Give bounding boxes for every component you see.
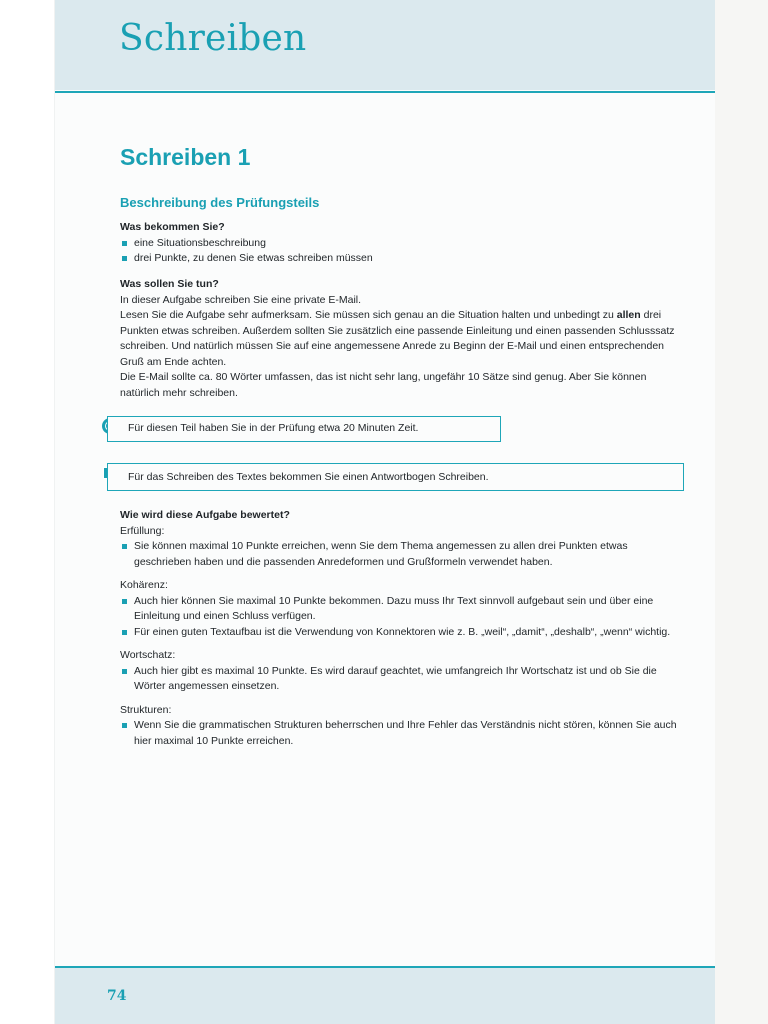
time-note-text: Für diesen Teil haben Sie in der Prüfung etwa 20 Minuten Zeit. bbox=[128, 422, 419, 434]
header-band bbox=[55, 0, 715, 90]
criterion-list bbox=[120, 718, 685, 749]
page-edge bbox=[715, 0, 768, 1024]
subsection-title: Beschreibung des Prüfungsteils bbox=[120, 195, 320, 210]
list-item: Wenn Sie die grammatischen Strukturen beherrschen und Ihre Fehler das Verständnis nicht stören, können Sie auch hier maximal 10 Punkte erreichen. bbox=[120, 718, 685, 749]
criterion-label: Wortschatz: bbox=[120, 649, 176, 661]
bewertung-block bbox=[120, 508, 685, 749]
page-title: Schreiben bbox=[119, 18, 307, 59]
bullet-icon bbox=[122, 669, 127, 674]
was-bekommen-list bbox=[120, 236, 685, 267]
criterion-label: Kohärenz: bbox=[120, 579, 168, 591]
bullet-icon bbox=[122, 241, 127, 246]
was-tun-block bbox=[120, 277, 685, 401]
bullet-icon bbox=[122, 630, 127, 635]
header-divider bbox=[55, 91, 715, 93]
bewertung-heading: Wie wird diese Aufgabe bewertet? bbox=[120, 509, 290, 521]
page-number: 74 bbox=[107, 988, 127, 1004]
answer-sheet-note-box bbox=[107, 463, 684, 491]
was-bekommen-block bbox=[120, 220, 685, 267]
list-item: Sie können maximal 10 Punkte erreichen, wenn Sie dem Thema angemessen zu allen drei Punkten etwas geschrieben haben und die passenden Anredeformen und Grußformeln verwendet haben. bbox=[120, 539, 685, 570]
book-page bbox=[55, 0, 715, 1024]
bullet-icon bbox=[122, 599, 127, 604]
list-item: eine Situationsbeschreibung bbox=[120, 236, 685, 252]
was-bekommen-heading: Was bekommen Sie? bbox=[120, 221, 225, 233]
bullet-icon bbox=[122, 256, 127, 261]
criterion-label: Strukturen: bbox=[120, 703, 172, 716]
criterion-list bbox=[120, 539, 685, 570]
time-note-box bbox=[107, 416, 501, 442]
bullet-icon bbox=[122, 544, 127, 549]
criterion-label: Erfüllung: bbox=[120, 524, 165, 537]
was-tun-paragraph-length: Die E-Mail sollte ca. 80 Wörter umfassen, das ist nicht sehr lang, ungefähr 10 Sätze sind genug. Aber Sie können natürlich mehr schreiben. bbox=[120, 371, 647, 399]
list-item: Auch hier können Sie maximal 10 Punkte bekommen. Dazu muss Ihr Text sinnvoll aufgebaut sein und über eine Einleitung und einen Schluss verfügen. bbox=[120, 594, 685, 625]
footer-band bbox=[55, 968, 715, 1024]
was-tun-paragraph: Lesen Sie die Aufgabe sehr aufmerksam. Sie müssen sich genau an die Situation halten und unbedingt zu allen drei Punkten etwas schreiben. Außerdem sollten Sie zusätzlich eine passende Einleitung und einen passenden Schlusssatz schreiben. Und natürlich müssen Sie auf eine angemessene Anrede zu Beginn der E-Mail und einen entsprechenden Gruß am Ende achten. bbox=[120, 309, 675, 368]
section-title: Schreiben 1 bbox=[120, 144, 251, 170]
was-tun-heading: Was sollen Sie tun? bbox=[120, 278, 219, 290]
list-item: Auch hier gibt es maximal 10 Punkte. Es wird darauf geachtet, wie umfangreich Ihr Wortschatz ist und ob Sie die Wörter angemessen einsetzen. bbox=[120, 664, 685, 695]
list-item: drei Punkte, zu denen Sie etwas schreiben müssen bbox=[120, 251, 685, 267]
bullet-icon bbox=[122, 723, 127, 728]
list-item: Für einen guten Textaufbau ist die Verwendung von Konnektoren wie z. B. „weil“, „damit“, „deshalb“, „wenn“ wichtig. bbox=[120, 625, 685, 641]
criterion-list bbox=[120, 594, 685, 641]
was-tun-line1: In dieser Aufgabe schreiben Sie eine private E-Mail. bbox=[120, 293, 362, 306]
emphasis-allen: allen bbox=[616, 309, 641, 321]
criterion-list bbox=[120, 664, 685, 695]
answer-sheet-note-text: Für das Schreiben des Textes bekommen Sie einen Antwortbogen Schreiben. bbox=[128, 471, 489, 483]
